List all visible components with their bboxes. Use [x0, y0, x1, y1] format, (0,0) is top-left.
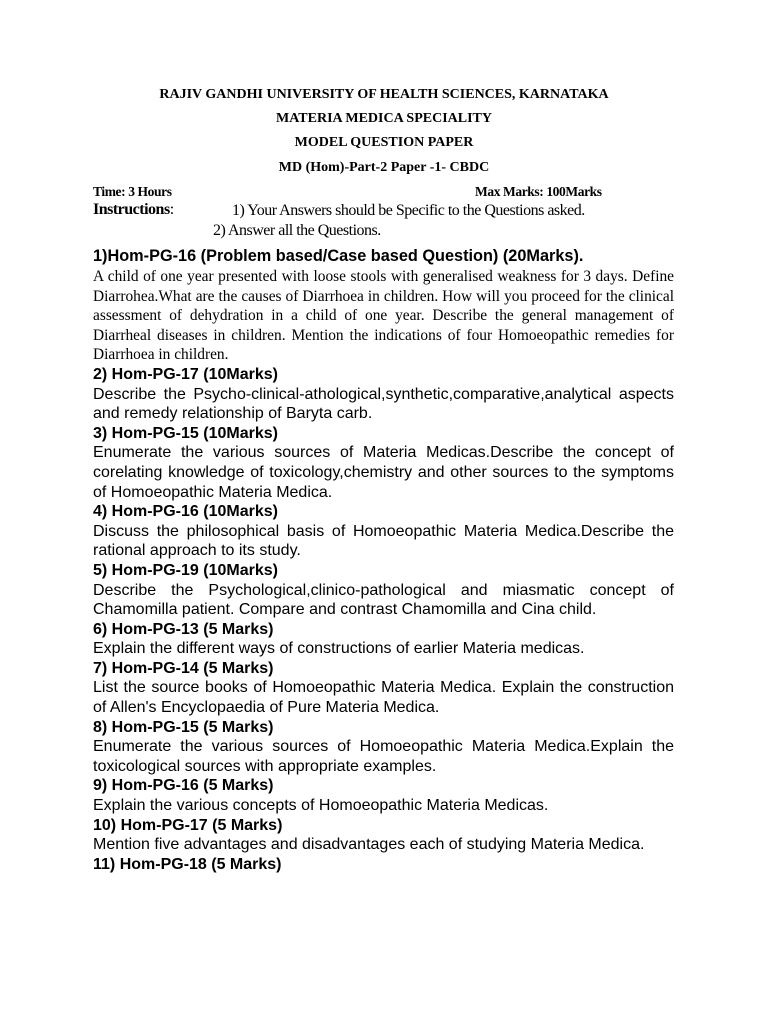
question-heading: 11) Hom-PG-18 (5 Marks) [93, 855, 282, 873]
exam-time: Time: 3 Hours [93, 184, 172, 199]
question-text: Explain the various concepts of Homoeopathic Materia Medicas. [93, 797, 549, 815]
question-heading: 7) Hom-PG-14 (5 Marks) [93, 659, 274, 677]
university-title: RAJIV GANDHI UNIVERSITY OF HEALTH SCIENCES, KARNATAKA [159, 87, 609, 102]
paper-type-title: MODEL QUESTION PAPER [294, 135, 474, 150]
question-heading: 10) Hom-PG-17 (5 Marks) [93, 816, 283, 834]
question-text: Describe the Psycho-clinical-athological,synthetic,comparative,analytical aspects and remedy relationship of Baryta carb. [93, 385, 674, 423]
question-text: Enumerate the various sources of Materia Medicas.Describe the concept of corelating knowledge of toxicology,chemistry and other sources to the symptoms of Homoeopathic Materia Medica. [93, 444, 674, 501]
question-text: Explain the different ways of constructions of earlier Materia medicas. [93, 640, 585, 658]
question-text: List the source books of Homoeopathic Materia Medica. Explain the construction of Allen's Encyclopaedia of Pure Materia Medica. [93, 679, 674, 717]
question-heading: 2) Hom-PG-17 (10Marks) [93, 365, 278, 383]
question-heading: 8) Hom-PG-15 (5 Marks) [93, 718, 274, 736]
max-marks: Max Marks: 100Marks [475, 184, 602, 199]
instructions-label: Instructions: [93, 201, 174, 218]
question-text: Describe the Psychological,clinico-pathological and miasmatic concept of Chamomilla patient. Compare and contrast Chamomilla and Cina child. [93, 581, 674, 619]
question-text: A child of one year presented with loose stools with generalised weakness for 3 days. Define Diarrohea.What are the causes of Diarrhoea in children. How will you proceed for the clinical assessment of dehydration in a child of one year. Describe the general management of Diarrheal diseases in children. Mention the indications of four Homoeopathic remedies for Diarrhoea in children. [93, 268, 674, 364]
question-heading: 1)Hom-PG-16 (Problem based/Case based Question) (20Marks). [93, 247, 584, 265]
question-heading: 4) Hom-PG-16 (10Marks) [93, 503, 278, 521]
question-heading: 3) Hom-PG-15 (10Marks) [93, 424, 278, 442]
paper-code-title: MD (Hom)-Part-2 Paper -1- CBDC [278, 160, 490, 175]
question-heading: 6) Hom-PG-13 (5 Marks) [93, 620, 274, 638]
questions-section [93, 246, 674, 874]
instruction-item-1: 1) Your Answers should be Specific to the Questions asked. [232, 202, 585, 219]
question-heading: 5) Hom-PG-19 (10Marks) [93, 561, 278, 579]
question-heading: 9) Hom-PG-16 (5 Marks) [93, 777, 274, 795]
instruction-item-2: 2) Answer all the Questions. [213, 222, 381, 239]
question-text: Discuss the philosophical basis of Homoeopathic Materia Medica.Describe the rational approach to its study. [93, 522, 674, 560]
question-text: Mention five advantages and disadvantages each of studying Materia Medica. [93, 836, 645, 854]
speciality-title: MATERIA MEDICA SPECIALITY [276, 111, 492, 126]
question-text: Enumerate the various sources of Homoeopathic Materia Medica.Explain the toxicological sources with appropriate examples. [93, 738, 674, 775]
